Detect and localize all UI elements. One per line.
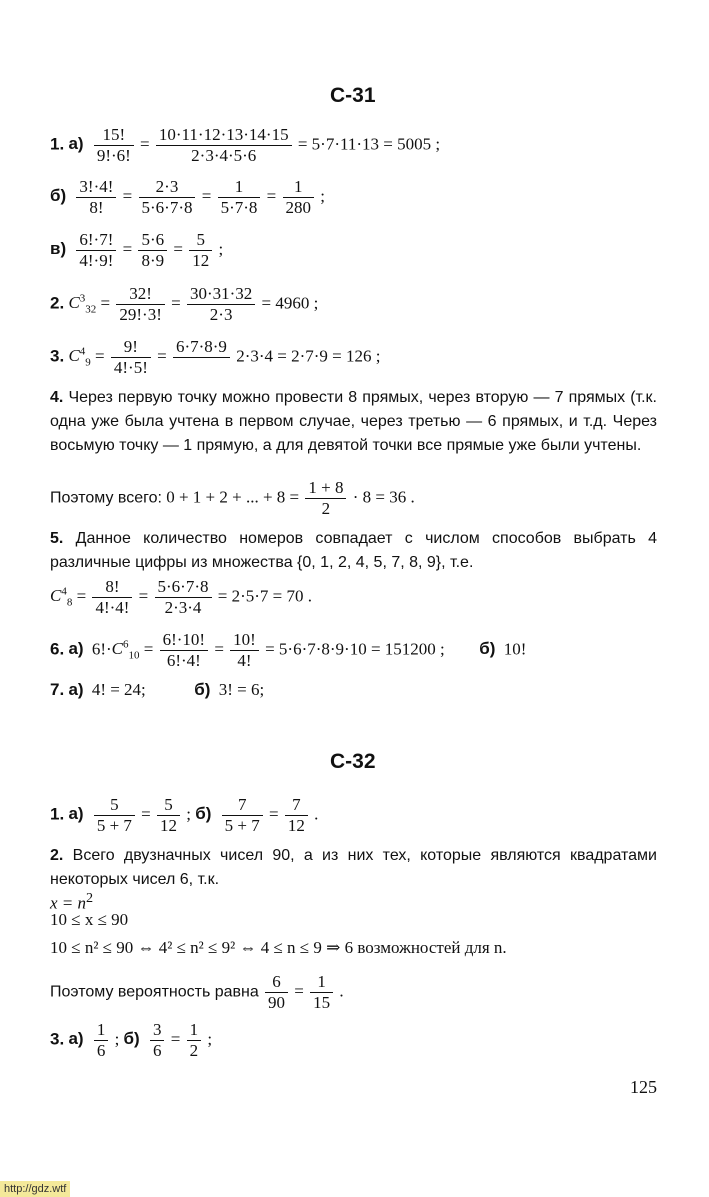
watermark-link[interactable]: http://gdz.wtf	[0, 1181, 70, 1197]
fraction: $\frac{10\cdot 11\cdot 12\cdot 13\cdot 14\cdot 15}{2\cdot 3\cdot 4\cdot 5\cdot 6}$	[156, 125, 292, 166]
c32-problem-2-line1: $x = n^2$	[50, 890, 94, 913]
binomial-coefficient: $C^3_{32}$	[68, 292, 97, 316]
fraction: $\frac{5\cdot 6\cdot 7\cdot 8}{2\cdot 3\cdot 4}$	[155, 577, 212, 618]
fraction: $\frac{10!}{4!}$	[230, 630, 259, 671]
c32-problem-3: 3. а) $\frac{1}{6}$ ; б) $\frac{3}{6}$ = $\frac{1}{2}$ ;	[50, 1020, 213, 1060]
fraction: $\frac{6!\cdot 10!}{6!\cdot 4!}$	[160, 630, 208, 671]
page-number: 125	[630, 1077, 657, 1097]
fraction: 6·7·8·9	[173, 337, 230, 378]
fraction: $\frac{1}{280}$	[283, 177, 315, 218]
c32-problem-2-text: 2. Всего двузначных чисел 90, а из них тех, которые являются квадратами некоторых чисел 6, т.к.	[50, 847, 657, 888]
fraction: $\frac{1}{15}$	[310, 972, 333, 1013]
fraction: $\frac{1}{6}$	[94, 1020, 109, 1061]
c32-problem-2-line3: 10 ≤ n² ≤ 90 ⇔ 4² ≤ n² ≤ 9² ⇔ 4 ≤ n ≤ 9 ⇒ 6 возможностей для n.	[50, 938, 507, 957]
c31-problem-6: 6. а) $6!\cdot C^6_{10}$ = $\frac{6!\cdot 10!}{6!\cdot 4!}$ = $\frac{10!}{4!}$ = 5·6·7·8·9·10 = 151200 ; б) 10!	[50, 630, 527, 670]
c31-problem-5-text: 5. Данное количество номеров совпадает с числом способов выбрать 4 различные цифры из множества {0, 1, 2, 4, 5, 7, 8, 9}, т.е.	[50, 530, 657, 571]
c32-problem-2-probability: Поэтому вероятность равна $\frac{6}{90}$ = $\frac{1}{15}$ .	[50, 972, 344, 1012]
fraction: $\frac{1 + 8}{2}$	[305, 478, 346, 519]
c31-problem-1a: 1. а) $\frac{15!}{9!\cdot 6!}$ = $\frac{10\cdot 11\cdot 12\cdot 13\cdot 14\cdot 15}{2\cdot 3\cdot 4\cdot 5\cdot 6}$ = 5·7·11·13 = 5005 ;	[50, 125, 441, 165]
binomial-coefficient: $C^6_{10}$	[111, 638, 140, 662]
section-title-c32: С-32	[330, 750, 376, 773]
fraction: $\frac{8!}{4!\cdot 4!}$	[92, 577, 132, 618]
binomial-coefficient: $C^4_9$	[68, 345, 91, 369]
c31-problem-1v: в) $\frac{6!\cdot 7!}{4!\cdot 9!}$ = $\frac{5\cdot 6}{8\cdot 9}$ = $\frac{5}{12}$ ;	[50, 230, 224, 270]
fraction: $\frac{5}{12}$	[157, 795, 180, 836]
fraction: $\frac{2\cdot 3}{5\cdot 6\cdot 7\cdot 8}$	[139, 177, 196, 218]
fraction: $\frac{1}{5\cdot 7\cdot 8}$	[218, 177, 261, 218]
fraction: $\frac{15!}{9!\cdot 6!}$	[94, 125, 134, 166]
fraction: $\frac{5}{5 + 7}$	[94, 795, 135, 836]
binomial-coefficient: $C^4_8$	[50, 585, 73, 609]
fraction: $\frac{7}{5 + 7}$	[222, 795, 263, 836]
fraction: $\frac{3!\cdot 4!}{8!}$	[76, 177, 116, 218]
c31-problem-5-formula: $C^4_8$ = $\frac{8!}{4!\cdot 4!}$ = $\frac{5\cdot 6\cdot 7\cdot 8}{2\cdot 3\cdot 4}$ = 2·5·7 = 70 .	[50, 577, 312, 617]
c31-problem-4-text: 4. Через первую точку можно провести 8 прямых, через вторую — 7 прямых (т.к. одна уже была учтена в первом случае, через третью — 6 прямых, и т.д. Через восьмую точку — 1 прямую, а для девятой точки все прямые уже были учтены.	[50, 389, 657, 454]
fraction: $\frac{32!}{29!\cdot 3!}$	[116, 284, 164, 325]
c31-problem-7: 7. а) 4! = 24; б) 3! = 6;	[50, 680, 265, 699]
c32-problem-1: 1. а) $\frac{5}{5 + 7}$ = $\frac{5}{12}$ ; б) $\frac{7}{5 + 7}$ = $\frac{7}{12}$ .	[50, 795, 319, 835]
fraction: $\frac{5\cdot 6}{8\cdot 9}$	[138, 230, 167, 271]
fraction: $\frac{6!\cdot 7!}{4!\cdot 9!}$	[76, 230, 116, 271]
section-title-c31: С-31	[330, 84, 376, 107]
fraction: $\frac{3}{6}$	[150, 1020, 165, 1061]
c31-problem-4-sum: Поэтому всего: 0 + 1 + 2 + ... + 8 = $\frac{1 + 8}{2}$ · 8 = 36 .	[50, 478, 415, 518]
fraction: $\frac{6}{90}$	[265, 972, 288, 1013]
c31-problem-3: 3. $C^4_9$ = $\frac{9!}{4!\cdot 5!}$ = 6·7·8·9 2·3·4 = 2·7·9 = 126 ;	[50, 337, 381, 377]
fraction: $\frac{7}{12}$	[285, 795, 308, 836]
c32-problem-2-line2: 10 ≤ x ≤ 90	[50, 910, 129, 929]
c31-problem-1b: б) $\frac{3!\cdot 4!}{8!}$ = $\frac{2\cdot 3}{5\cdot 6\cdot 7\cdot 8}$ = $\frac{1}{5\cdot 7\cdot 8}$ = $\frac{1}{280}$ ;	[50, 177, 325, 217]
c31-problem-2: 2. $C^3_{32}$ = $\frac{32!}{29!\cdot 3!}$ = $\frac{30\cdot 31\cdot 32}{2\cdot 3}$ = 4960 ;	[50, 284, 319, 324]
fraction: $\frac{5}{12}$	[189, 230, 212, 271]
fraction: $\frac{9!}{4!\cdot 5!}$	[111, 337, 151, 378]
fraction: $\frac{30\cdot 31\cdot 32}{2\cdot 3}$	[187, 284, 255, 325]
fraction: $\frac{1}{2}$	[187, 1020, 202, 1061]
